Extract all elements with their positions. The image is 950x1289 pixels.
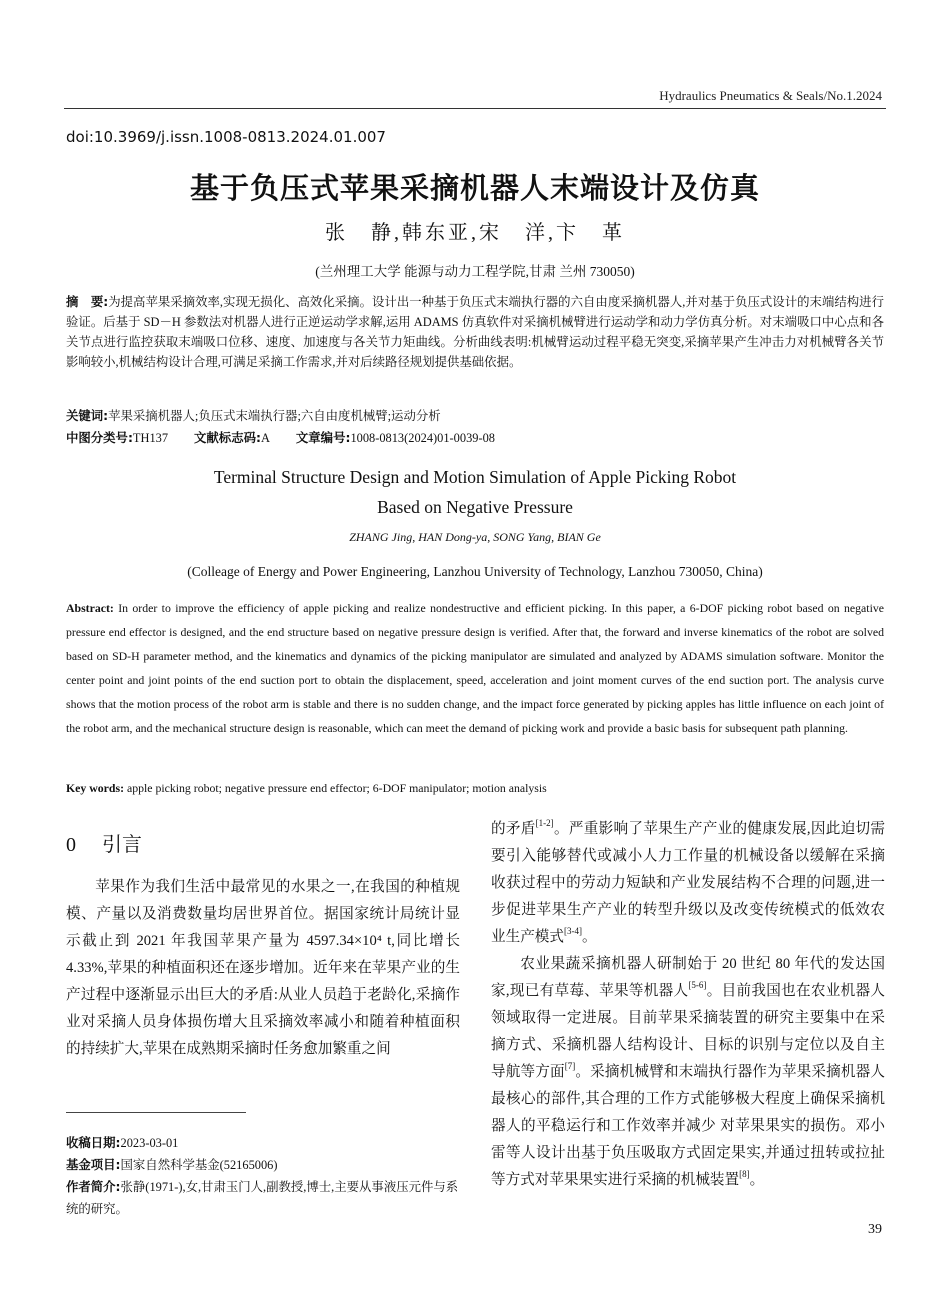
text-run: 。采摘机械臂和末端执行器作为苹果采摘机器人最核心的部件,其合理的工作方式能够极大程度上确保采摘机器人的平稳运行和工作效率并减少 对苹果果实的损伤。邓小雷等人设计出基于负压吸取方式固定果实,并通过扭转或拉扯等方式对苹果果实进行采摘的机械装置 — [491, 1064, 885, 1188]
clc-label: 中图分类号: — [66, 430, 133, 445]
right-column — [491, 816, 885, 1194]
header-rule — [64, 108, 886, 109]
keywords-cn-text: 苹果采摘机器人;负压式末端执行器;六自由度机械臂;运动分析 — [108, 409, 441, 423]
citation: [1-2] — [535, 818, 554, 828]
footnote-label: 收稿日期: — [66, 1135, 121, 1150]
abstract-en-text: In order to improve the efficiency of apple picking and realize nondestructive and efficient picking. In this paper, a 6-DOF picking robot based on negative pressure end effector is designed, and the end structure based on negative pressure design is verified. After that, the forward and inverse kinematics of the robot are solved based on SD-H parameter method, and the kinematics and dynamics of the picking manipulator are simulated and analyzed by ADAMS simulation software. Monitor the center point and joint points of the end suction port to obtain the displacement, speed, acceleration and joint moment curves of the end suction port. The analysis curve shows that the motion process of the robot arm is stable and there is no sudden change, and the impact force generated by picking apples has little influence on each joint of the robot arm, and the mechanical structure design is reasonable, which can meet the demand of picking work and provide a basic basis for subsequent path planning. — [66, 601, 884, 735]
citation: [8] — [739, 1169, 750, 1179]
abstract-en — [66, 596, 884, 740]
keywords-cn-label: 关键词: — [66, 408, 109, 423]
title-en-line2: Based on Negative Pressure — [377, 497, 573, 517]
section-number: 0 — [66, 834, 76, 856]
text-run: 的矛盾 — [491, 821, 536, 837]
keywords-en-label: Key words: — [66, 781, 124, 795]
citation: [3-4] — [563, 926, 582, 936]
code-label: 文献标志码: — [194, 430, 261, 445]
article-value: 1008-0813(2024)01-0039-08 — [350, 431, 495, 445]
abstract-cn-label: 摘 要: — [66, 294, 109, 309]
abstract-cn-text: 为提高苹果采摘效率,实现无损化、高效化采摘。设计出一种基于负压式末端执行器的六自由度采摘机器人,并对基于负压式设计的末端结构进行验证。后基于 SD－H 参数法对机器人进行正逆运动学求解,运用 ADAMS 仿真软件对采摘机械臂进行运动学和动力学仿真分析。对末端吸口中心点和各关节点进行监控获取末端吸口位移、速度、加速度与各关节力矩曲线。分析曲线表明:机械臂运动过程平稳无突变,采摘苹果产生冲击力对机械臂各关节影响较小,机械结构设计合理,可满足采摘工作需求,并对后续路径规划提供基础依据。 — [66, 295, 884, 369]
text-run: 。 — [749, 1172, 765, 1188]
footnote-received — [66, 1132, 460, 1154]
footnote-value: 国家自然科学基金(52165006) — [120, 1158, 278, 1172]
code-value: A — [260, 431, 270, 445]
authors-cn: 张 静,韩东亚,宋 洋,卞 革 — [325, 222, 625, 244]
keywords-en-text: apple picking robot; negative pressure end effector; 6-DOF manipulator; motion analysis — [126, 781, 547, 795]
citation: [7] — [564, 1061, 576, 1071]
running-header: Hydraulics Pneumatics & Seals/No.1.2024 — [659, 88, 882, 103]
title-cn: 基于负压式苹果采摘机器人末端设计及仿真 — [189, 171, 760, 205]
footnote-fund — [66, 1154, 460, 1176]
affiliation-cn: (兰州理工大学 能源与动力工程学院,甘肃 兰州 730050) — [315, 264, 635, 279]
title-en — [0, 462, 950, 522]
keywords-en — [66, 778, 884, 798]
page-number: 39 — [868, 1222, 882, 1237]
text-run: 。严重影响了苹果生产产业的健康发展,因此迫切需要引入能够替代或减小人力工作量的机械设备以缓解在采摘收获过程中的劳动力短缺和产业发展结构不合理的问题,进一步促进苹果生产产业的转型升级以及改变传统模式的低效农业生产模式 — [491, 821, 885, 945]
doi: doi:10.3969/j.issn.1008-0813.2024.01.007 — [66, 128, 386, 146]
left-column — [66, 830, 460, 1063]
footnote-value: 张静(1971-),女,甘肃玉门人,副教授,博士,主要从事液压元件与系统的研究。 — [66, 1180, 459, 1216]
clc-value: TH137 — [132, 431, 169, 445]
authors-en: ZHANG Jing, HAN Dong-ya, SONG Yang, BIAN Ge — [349, 530, 601, 544]
footnote-label: 作者简介: — [66, 1179, 121, 1194]
body-paragraph: 苹果作为我们生活中最常见的水果之一,在我国的种植规模、产量以及消费数量均居世界首位。据国家统计局统计显示截止到 2021 年我国苹果产量为 4597.34×10⁴ t,同比增长 4.33%,苹果的种植面积还在逐步增加。近年来在苹果产业的生产过程中逐渐显示出巨大的矛盾:从业人员趋于老龄化,采摘作业对采摘人员身体损伤增大且采摘效率减小和随着种植面积的持续扩大,苹果在成熟期采摘时任务愈加繁重之间 — [66, 879, 460, 1057]
body-paragraph — [491, 816, 885, 951]
footnote-label: 基金项目: — [66, 1157, 121, 1172]
footnotes — [66, 1132, 460, 1220]
footnote-value: 2023-03-01 — [120, 1136, 179, 1150]
body-paragraph — [491, 951, 885, 1194]
title-en-line1: Terminal Structure Design and Motion Simulation of Apple Picking Robot — [213, 467, 737, 487]
section-title: 引言 — [102, 834, 142, 856]
article-label: 文章编号: — [295, 430, 351, 445]
abstract-en-label: Abstract: — [66, 601, 114, 615]
keywords-cn — [66, 406, 884, 426]
text-run: 农业果蔬采摘机器人研制始于 20 世纪 80 年代的发达国家,现已有草莓、苹果等机器人 — [491, 956, 885, 999]
citation: [5-6] — [688, 980, 707, 990]
affiliation-en: (Colleage of Energy and Power Engineering, Lanzhou University of Technology, Lanzhou 730050, China) — [187, 564, 763, 579]
footnote-author — [66, 1176, 460, 1220]
section-heading — [66, 830, 460, 860]
abstract-cn — [66, 292, 884, 372]
classification-row — [66, 428, 884, 448]
text-run: 。 — [581, 929, 597, 945]
footnote-rule — [66, 1112, 246, 1113]
text-run: 。目前我国也在农业机器人领域取得一定进展。目前苹果采摘装置的研究主要集中在采摘方式、采摘机器人结构设计、目标的识别与定位以及自主导航等方面 — [491, 983, 885, 1080]
